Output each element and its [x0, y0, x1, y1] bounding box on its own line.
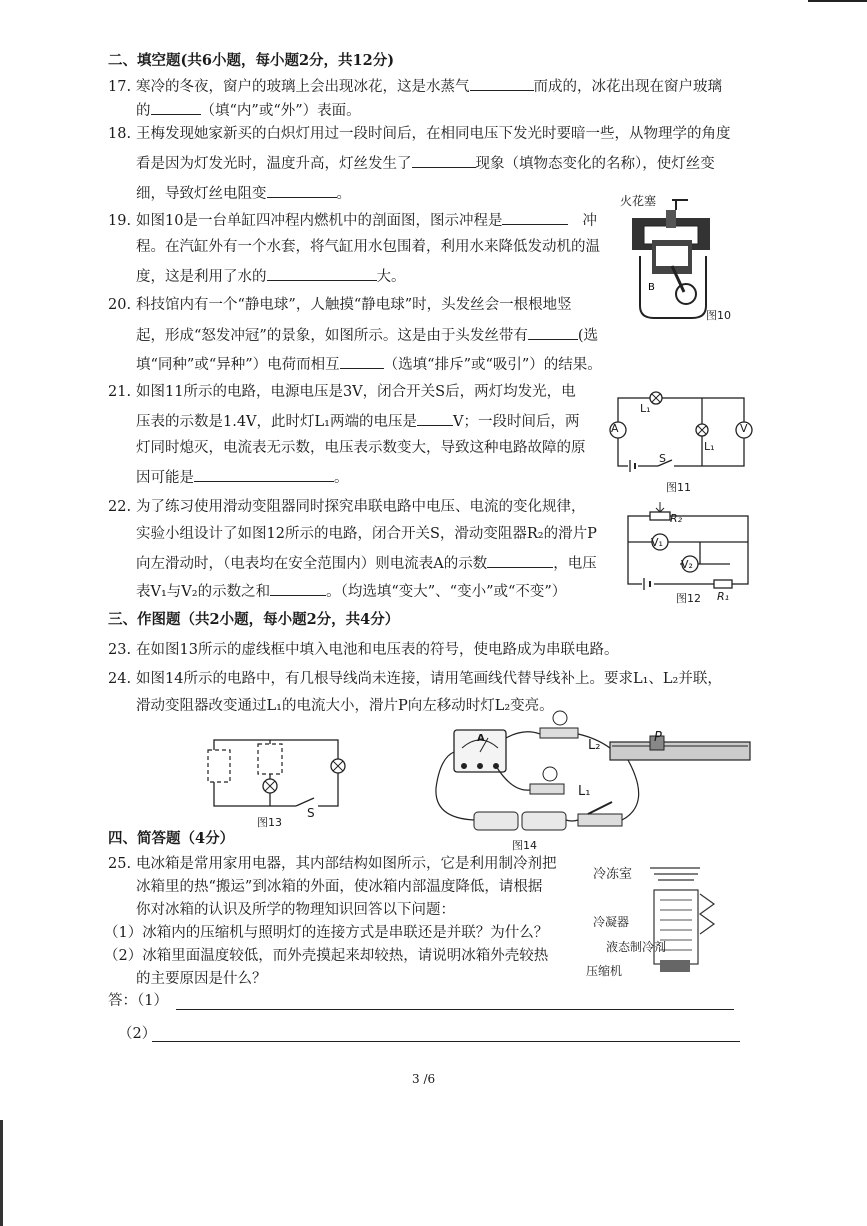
q22-line3: 向左滑动时，（电表均在安全范围内）则电流表A的示数 ，电压	[136, 553, 597, 573]
fig10-caption: 图10	[706, 309, 731, 322]
q23-line: 23. 在如图13所示的虚线框中填入电池和电压表的符号，使电路成为串联电路。	[108, 642, 619, 658]
q18-blank2[interactable]	[267, 183, 337, 198]
q20-blank1[interactable]	[528, 325, 578, 340]
q18-line3: 细，导致灯丝电阻变 。	[136, 183, 351, 203]
q25-sub2b: 的主要原因是什么？	[136, 971, 267, 987]
q22-blank1[interactable]	[487, 553, 553, 568]
fig14-meter-label: A	[477, 733, 485, 744]
fig11-meter-v: V	[740, 422, 748, 435]
q19-line2: 程。在汽缸外有一个水套，将气缸用水包围着，利用水来降低发动机的温	[136, 239, 600, 255]
fridge-diagram	[640, 860, 750, 980]
answer-label-2: （2）	[118, 1026, 157, 1042]
fig10-label-spark-plug: 火花塞	[620, 194, 657, 208]
q18-line2: 看是因为灯发光时，温度升高，灯丝发生了 现象（填物态变化的名称），使灯丝变	[136, 153, 715, 173]
fig13-label-s: S	[307, 806, 315, 820]
fig13-circuit	[208, 736, 348, 810]
q20-blank2[interactable]	[340, 354, 384, 369]
q21-line1: 21. 如图11所示的电路，电源电压是3V，闭合开关S后，两灯均发光，电	[108, 384, 576, 400]
fig11-label-l1-top: L₁	[640, 402, 651, 415]
fig12-meter-v1: V₁	[651, 536, 663, 549]
q19-line3: 度，这是利用了水的 大。	[136, 266, 406, 286]
scan-edge-mark	[808, 0, 867, 2]
q19-blank2[interactable]	[267, 266, 377, 281]
q21-blank2[interactable]	[194, 467, 334, 482]
fig12-label-r1: R₁	[717, 590, 730, 603]
q21-line4: 因可能是 。	[136, 467, 349, 487]
fig14-caption: 图14	[512, 839, 537, 852]
q24-line2: 滑动变阻器改变通过L₁的电流大小，滑片P向左移动时灯L₂变亮。	[136, 698, 554, 714]
q17-line1: 17. 寒冷的冬夜，窗户的玻璃上会出现冰花，这是水蒸气 而成的，冰花出现在窗户玻璃	[108, 76, 722, 96]
q21-line2: 压表的示数是1.4V，此时灯L₁两端的电压是 V；一段时间后，两	[136, 411, 579, 431]
q21-blank1[interactable]	[417, 411, 453, 426]
svg-text:B: B	[648, 282, 655, 293]
q24-line1: 24. 如图14所示的电路中，有几根导线尚未连接，请用笔画线代替导线补上。要求L₁、L₂并联，	[108, 671, 722, 687]
q18-blank1[interactable]	[412, 153, 476, 168]
page-number: 3 /6	[412, 1072, 436, 1086]
q25-line2: 冰箱里的热“搬运”到冰箱的外面，使冰箱内部温度降低，请根据	[136, 879, 543, 895]
q21-line3: 灯同时熄灭，电流表无示数，电压表示数变大，导致这种电路故障的原	[136, 440, 586, 456]
fridge-label-condenser: 冷凝器	[593, 915, 630, 929]
section2-heading: 二、填空题(共6小题，每小题2分，共12分)	[108, 52, 395, 69]
section4-heading: 四、简答题（4分）	[108, 830, 235, 847]
section3-heading: 三、作图题（共2小题，每小题2分，共4分）	[108, 611, 400, 628]
q20-line3: 填“同种”或“异种”）电荷而相互 （选填“排斥”或“吸引”）的结果。	[136, 354, 602, 374]
q22-line4: 表V₁与V₂的示数之和 。（均选填“变大”、“变小”或“不变”）	[136, 581, 566, 601]
fig12-caption: 图12	[676, 592, 701, 605]
fig12-label-r2: R₂	[670, 512, 683, 525]
fig11-label-l1: L₁	[704, 440, 715, 453]
q25-line3: 你对冰箱的认识及所学的物理知识回答以下问题：	[136, 902, 455, 918]
q22-blank2[interactable]	[270, 581, 326, 596]
q22-line1: 22. 为了练习使用滑动变阻器同时探究串联电路中电压、电流的变化规律，	[108, 499, 586, 515]
fridge-label-refrigerant: 液态制冷剂	[606, 940, 667, 954]
q19-line1: 19. 如图10是一台单缸四冲程内燃机中的剖面图，图示冲程是 冲	[108, 210, 597, 230]
q25-sub2a: （2）冰箱里面温度较低，而外壳摸起来却较热，请说明冰箱外壳较热	[104, 948, 549, 964]
fig10-engine-diagram	[628, 196, 718, 326]
answer-line-1[interactable]	[176, 1008, 734, 1010]
answer-label-1: 答：（1）	[108, 993, 168, 1009]
q25-sub1: （1）冰箱内的压缩机与照明灯的连接方式是串联还是并联？为什么？	[104, 925, 549, 941]
scan-edge-mark-left	[0, 1120, 3, 1226]
fig14-label-l2: L₂	[588, 738, 601, 753]
q17-line2: 的 （填“内”或“外”）表面。	[136, 100, 361, 120]
q17-blank1[interactable]	[470, 76, 534, 91]
fig12-circuit	[620, 502, 760, 592]
q22-line2: 实验小组设计了如图12所示的电路，闭合开关S，滑动变阻器R₂的滑片P	[136, 526, 597, 542]
fig11-label-s: S	[659, 452, 666, 465]
fig14-label-l1: L₁	[578, 784, 591, 799]
fig14-apparatus	[432, 708, 762, 838]
answer-line-2[interactable]	[152, 1040, 740, 1042]
fridge-label-freezer: 冷冻室	[593, 867, 633, 882]
fig11-circuit	[606, 380, 756, 480]
fig13-caption: 图13	[257, 816, 282, 829]
fig14-label-p: P	[654, 730, 662, 745]
q20-line2: 起，形成“怒发冲冠”的景象，如图所示。这是由于头发丝带有 (选	[136, 325, 598, 345]
q18-line1: 18. 王梅发现她家新买的白炽灯用过一段时间后，在相同电压下发光时要暗一些，从物理学的角度	[108, 126, 731, 142]
q19-blank1[interactable]	[502, 210, 568, 225]
q17-blank2[interactable]	[151, 100, 201, 115]
fridge-label-compressor: 压缩机	[586, 964, 623, 978]
q20-line1: 20. 科技馆内有一个“静电球”，人触摸“静电球”时，头发丝会一根根地竖	[108, 297, 572, 313]
fig11-caption: 图11	[666, 481, 691, 494]
fig11-meter-a: A	[611, 422, 619, 435]
q25-line1: 25. 电冰箱是常用家用电器，其内部结构如图所示，它是利用制冷剂把	[108, 856, 557, 872]
fig12-meter-v2: V₂	[681, 558, 693, 571]
